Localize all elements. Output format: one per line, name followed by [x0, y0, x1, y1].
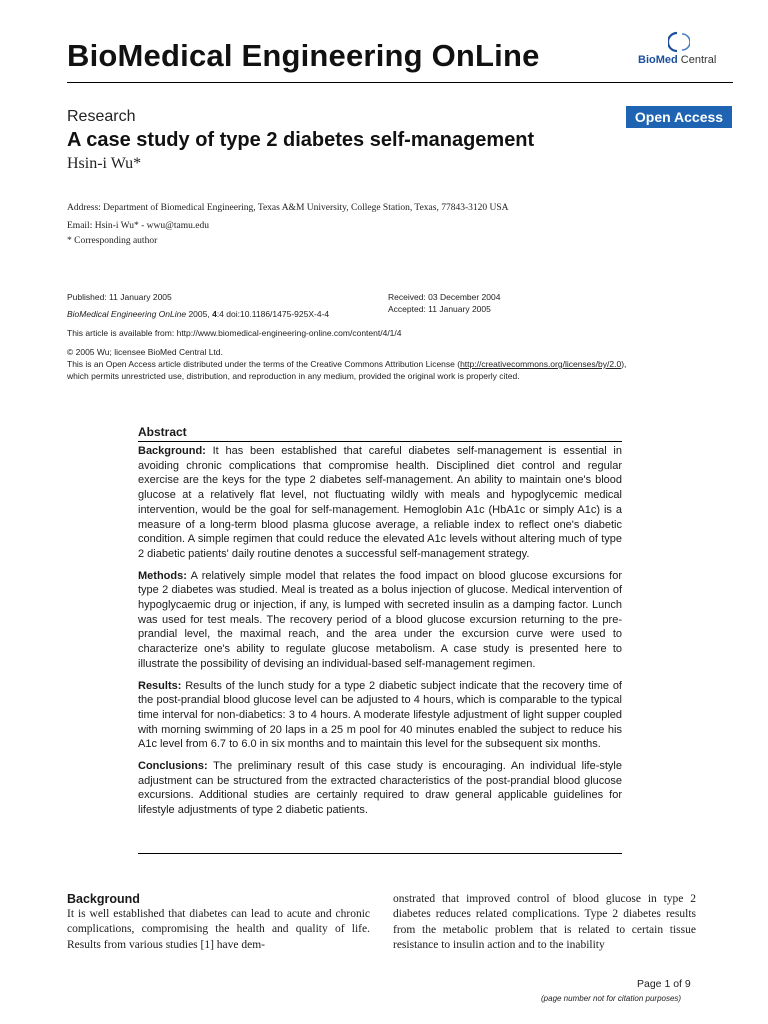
body-column-right: onstrated that improved control of blood glucose in type 2 diabetes reduces related complications. Type 2 diabetes results from the metabolic problem that is related to certain tissue resistance to insulin action and to the inability	[393, 893, 696, 951]
abstract-heading: Abstract	[138, 425, 187, 439]
author-address: Address: Department of Biomedical Engineering, Texas A&M University, College Station, Texas, 77843-3120 USA	[67, 203, 509, 213]
journal-citation-doi: :4 doi:10.1186/1475-925X-4-4	[216, 309, 330, 319]
open-access-badge: Open Access	[626, 106, 732, 128]
journal-title: BioMedical Engineering OnLine	[67, 38, 540, 73]
journal-citation-volume: 4	[212, 309, 217, 319]
journal-citation-year: 2005,	[186, 309, 213, 319]
received-date: Received: 03 December 2004	[388, 292, 501, 302]
accepted-date: Accepted: 11 January 2005	[388, 304, 491, 314]
background-heading: Background	[67, 892, 140, 906]
article-type: Research	[67, 108, 136, 125]
author-email: Email: Hsin-i Wu* - wwu@tamu.edu	[67, 221, 209, 231]
license-text: This is an Open Access article distributed under the terms of the Creative Commons Attribution License (	[67, 359, 461, 369]
page-number-note: (page number not for citation purposes)	[541, 994, 682, 1003]
biomed-central-logo	[624, 30, 734, 70]
abstract-conclusions	[138, 759, 622, 818]
abstract-background-label: Background:	[138, 445, 206, 457]
license-terms: which permits unrestricted use, distribution, and reproduction in any medium, provided the original work is properly cited.	[67, 371, 520, 381]
abstract-methods-text: A relatively simple model that relates the food impact on blood glucose excursions for type 2 diabetes was studied. Meal is treated as a bolus injection of glucose. Medical intervention of hypoglycaemic drug or injection, if any, is lumped with secreted insulin as a damping factor. Lunch was used for test meals. The recovery period of a blood glucose excursion returning to the pre-prandial level, the maximal reach, and the area under the excursion curve were used to characterize one's ability to regulate glucose metabolism. A case study is presented here to illustrate the possibility of devising an individual-based self-management regimen.	[138, 569, 622, 670]
header-divider	[67, 82, 733, 83]
abstract-background-text: It has been established that careful diabetes self-management is essential in avoiding chronic complications that compromise health. Disciplined diet control and regular exercise are the keys for the type 2 diabetes self-management. An ability to maintain one's blood glucose at a relatively flat level, not fluctuating wildly with meals and hypoglycemic medical intervention, would be the goal for self-management. Hemoglobin A1c (HbA1c or simply A1c) is a measure of a long-term blood plasma glucose average, a reliable index to reflect one's diabetic condition. A simple regimen that could reduce the elevated A1c levels without altering much of type 2 diabetic patients' daily routine denotes a successful self-management strategy.	[138, 445, 622, 560]
page-number: Page 1 of 9	[637, 978, 691, 990]
license-line	[67, 359, 626, 369]
abstract-background	[138, 444, 622, 562]
license-link[interactable]: http://creativecommons.org/licenses/by/2.0	[460, 359, 622, 369]
journal-citation-name: BioMedical Engineering OnLine	[67, 309, 187, 319]
published-date: Published: 11 January 2005	[67, 292, 172, 302]
abstract-divider-top	[138, 441, 622, 442]
abstract-results-label: Results:	[138, 679, 182, 692]
abstract-conclusions-label: Conclusions:	[138, 760, 208, 773]
abstract-conclusions-text: The preliminary result of this case study is encouraging. An individual life-style adjustment can be structured from the extracted characteristics of the post-prandial blood glucose excursions. Additional studies are certainly required to draw general applicable guidelines for lifestyle adjustments of type 2 diabetic patients.	[138, 760, 622, 817]
body-column-left: It is well established that diabetes can lead to acute and chronic complications, compromising the health and quality of life. Results from various studies [1] have dem-	[67, 908, 370, 951]
article-title: A case study of type 2 diabetes self-management	[67, 129, 535, 151]
abstract-results-text: Results of the lunch study for a type 2 diabetic subject indicate that the recovery time of the post-prandial blood glucose level can be adjusted to 4 hours, which is comparable to the typical time interval for non-diabetics: 3 to 4 hours. A moderate lifestyle adjustment of light supper coupled with morning swimming of 20 laps in a 25 m pool for 40 minutes enabled the subject to reduce his A1c level from 6.7 to 6.0 in six months and to maintain this level for the subsequent six months.	[138, 679, 622, 751]
abstract-results	[138, 679, 622, 753]
copyright-line: © 2005 Wu; licensee BioMed Central Ltd.	[67, 347, 223, 357]
article-availability: This article is available from: http://www.biomedical-engineering-online.com/content/4/1/4	[67, 328, 402, 338]
abstract-methods	[138, 569, 622, 672]
abstract-section	[138, 425, 622, 825]
abstract-divider-bottom	[138, 853, 622, 854]
corresponding-author-note: * Corresponding author	[67, 236, 158, 246]
author-name: Hsin-i Wu*	[67, 155, 142, 172]
license-text-end: ),	[621, 359, 627, 369]
logo-central-text: Central	[680, 54, 717, 66]
biomed-central-logo-icon	[668, 30, 690, 54]
logo-biomed-text: BioMed	[638, 54, 678, 66]
journal-citation	[67, 309, 329, 319]
abstract-methods-label: Methods:	[138, 569, 187, 582]
